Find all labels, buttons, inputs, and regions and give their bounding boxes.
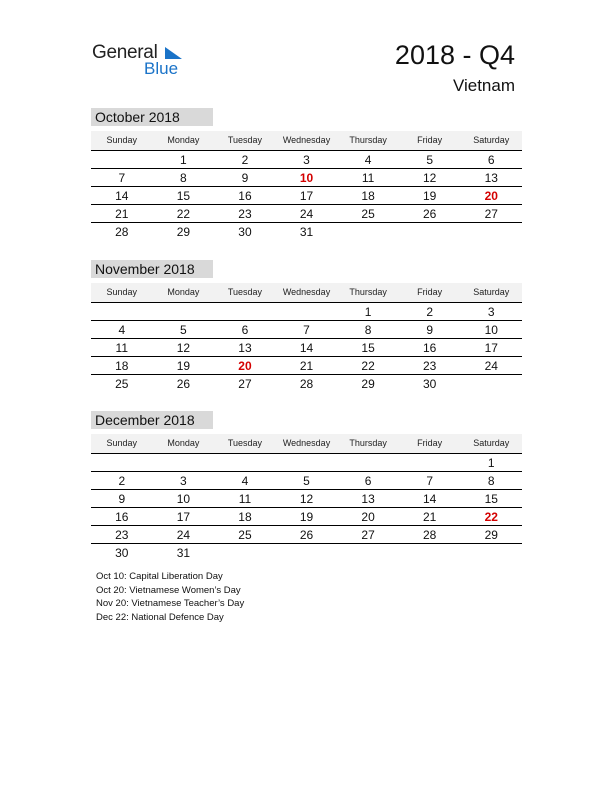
month-december xyxy=(91,411,522,561)
weekday-label: Wednesday xyxy=(282,438,331,448)
weekday-label: Friday xyxy=(417,135,443,145)
logo-triangle-icon xyxy=(163,46,183,60)
logo xyxy=(92,42,192,78)
day-cell: 4 xyxy=(364,153,372,167)
month-november xyxy=(91,260,522,392)
week-row xyxy=(91,490,522,508)
weekday-header xyxy=(91,434,522,454)
day-cell xyxy=(214,303,276,320)
day-cell: 27 xyxy=(361,528,375,542)
day-cell: 25 xyxy=(115,377,129,391)
day-cell: 12 xyxy=(176,341,191,355)
day-cell: 31 xyxy=(299,225,314,239)
day-cell: 12 xyxy=(423,171,437,185)
day-cell: 18 xyxy=(238,510,252,524)
day-cell: 29 xyxy=(361,377,375,391)
day-cell: 29 xyxy=(176,225,191,239)
day-cell: 15 xyxy=(176,189,191,203)
day-cell: 17 xyxy=(176,510,191,524)
day-cell: 9 xyxy=(118,492,126,506)
day-cell: 24 xyxy=(176,528,191,542)
weekday-label: Tuesday xyxy=(227,287,263,297)
month-title: October 2018 xyxy=(91,108,213,126)
day-cell xyxy=(399,454,461,471)
day-cell xyxy=(276,454,338,471)
weekday-label: Thursday xyxy=(349,135,387,145)
day-cell: 31 xyxy=(176,546,191,560)
month-title: December 2018 xyxy=(91,411,213,429)
day-cell: 21 xyxy=(423,510,437,524)
weekday-label: Monday xyxy=(167,287,200,297)
day-cell: 20 xyxy=(484,189,498,203)
week-row xyxy=(91,151,522,169)
day-cell: 3 xyxy=(180,474,187,488)
month-grid xyxy=(91,303,522,392)
day-cell xyxy=(460,544,522,561)
day-cell: 7 xyxy=(118,171,126,185)
day-cell: 6 xyxy=(241,323,249,337)
day-cell: 14 xyxy=(115,189,129,203)
weekday-label: Saturday xyxy=(473,135,510,145)
day-cell: 4 xyxy=(241,474,249,488)
day-cell xyxy=(91,303,153,320)
day-cell xyxy=(337,544,399,561)
page-title: 2018 - Q4 xyxy=(394,40,515,70)
day-cell: 30 xyxy=(423,377,437,391)
weekday-label: Monday xyxy=(167,135,200,145)
day-cell: 16 xyxy=(238,189,252,203)
month-grid xyxy=(91,151,522,240)
day-cell: 9 xyxy=(241,171,249,185)
holiday-note: Oct 10: Capital Liberation Day xyxy=(96,571,223,582)
day-cell: 22 xyxy=(176,207,191,221)
day-cell: 8 xyxy=(364,323,372,337)
day-cell: 2 xyxy=(118,474,126,488)
week-row xyxy=(91,321,522,339)
week-row xyxy=(91,526,522,544)
weekday-label: Tuesday xyxy=(227,438,263,448)
day-cell: 7 xyxy=(426,474,434,488)
day-cell xyxy=(399,544,461,561)
day-cell: 13 xyxy=(361,492,375,506)
weekday-label: Friday xyxy=(417,287,443,297)
week-row xyxy=(91,303,522,321)
day-cell: 4 xyxy=(118,323,126,337)
day-cell xyxy=(91,151,153,168)
week-row xyxy=(91,339,522,357)
week-row xyxy=(91,472,522,490)
day-cell: 19 xyxy=(176,359,191,373)
weekday-label: Sunday xyxy=(106,287,138,297)
day-cell: 1 xyxy=(180,153,187,167)
holiday-note: Nov 20: Vietnamese Teacher’s Day xyxy=(96,598,245,609)
week-row xyxy=(91,169,522,187)
day-cell: 5 xyxy=(303,474,310,488)
holiday-notes xyxy=(96,570,244,624)
day-cell: 11 xyxy=(115,341,129,355)
day-cell: 6 xyxy=(487,153,495,167)
day-cell xyxy=(460,223,522,240)
day-cell: 17 xyxy=(484,341,498,355)
day-cell xyxy=(153,303,215,320)
weekday-label: Friday xyxy=(417,438,443,448)
week-row xyxy=(91,454,522,472)
day-cell xyxy=(399,223,461,240)
day-cell: 17 xyxy=(299,189,314,203)
day-cell: 27 xyxy=(484,207,498,221)
day-cell: 11 xyxy=(238,492,252,506)
holiday-note: Oct 20: Vietnamese Women’s Day xyxy=(96,584,241,596)
day-cell: 28 xyxy=(299,377,314,391)
day-cell: 5 xyxy=(180,323,187,337)
day-cell: 8 xyxy=(487,474,495,488)
day-cell: 20 xyxy=(238,359,252,373)
day-cell: 23 xyxy=(238,207,252,221)
month-title: November 2018 xyxy=(91,260,213,278)
day-cell: 13 xyxy=(238,341,252,355)
day-cell: 7 xyxy=(303,323,310,337)
week-row xyxy=(91,357,522,375)
day-cell: 2 xyxy=(241,153,249,167)
day-cell xyxy=(276,544,338,561)
day-cell: 18 xyxy=(361,189,375,203)
day-cell xyxy=(337,454,399,471)
day-cell: 22 xyxy=(361,359,375,373)
day-cell: 1 xyxy=(487,456,495,470)
day-cell: 8 xyxy=(180,171,187,185)
day-cell: 30 xyxy=(115,546,129,560)
day-cell: 26 xyxy=(423,207,437,221)
week-row xyxy=(91,205,522,223)
day-cell: 16 xyxy=(115,510,129,524)
day-cell: 6 xyxy=(364,474,372,488)
day-cell: 3 xyxy=(487,305,495,319)
day-cell: 25 xyxy=(361,207,375,221)
day-cell: 13 xyxy=(484,171,498,185)
logo-text-general: General xyxy=(92,42,158,63)
day-cell: 19 xyxy=(299,510,314,524)
day-cell: 3 xyxy=(303,153,310,167)
day-cell: 15 xyxy=(484,492,498,506)
day-cell xyxy=(276,303,338,320)
week-row xyxy=(91,544,522,561)
day-cell: 23 xyxy=(115,528,129,542)
day-cell: 12 xyxy=(299,492,314,506)
logo-text-blue: Blue xyxy=(144,59,179,78)
day-cell: 21 xyxy=(299,359,314,373)
weekday-label: Sunday xyxy=(106,438,138,448)
day-cell: 10 xyxy=(484,323,498,337)
day-cell: 26 xyxy=(299,528,314,542)
day-cell: 19 xyxy=(423,189,437,203)
weekday-header xyxy=(91,131,522,151)
day-cell: 2 xyxy=(426,305,434,319)
month-october xyxy=(91,108,522,240)
day-cell: 1 xyxy=(364,305,372,319)
day-cell: 14 xyxy=(423,492,437,506)
weekday-label: Wednesday xyxy=(282,135,331,145)
week-row xyxy=(91,187,522,205)
day-cell: 20 xyxy=(361,510,375,524)
week-row xyxy=(91,508,522,526)
day-cell: 29 xyxy=(484,528,498,542)
weekday-label: Tuesday xyxy=(227,135,263,145)
day-cell: 25 xyxy=(238,528,252,542)
day-cell xyxy=(460,375,522,392)
day-cell: 23 xyxy=(423,359,437,373)
day-cell: 5 xyxy=(426,153,434,167)
week-row xyxy=(91,375,522,392)
day-cell: 21 xyxy=(115,207,129,221)
month-grid xyxy=(91,454,522,561)
day-cell xyxy=(337,223,399,240)
weekday-label: Thursday xyxy=(349,438,387,448)
weekday-label: Monday xyxy=(167,438,200,448)
day-cell xyxy=(153,454,215,471)
day-cell: 16 xyxy=(423,341,437,355)
country-label: Vietnam xyxy=(452,76,515,95)
day-cell xyxy=(214,454,276,471)
day-cell: 28 xyxy=(423,528,437,542)
holiday-note: Dec 22: National Defence Day xyxy=(96,611,224,623)
week-row xyxy=(91,223,522,240)
day-cell: 28 xyxy=(115,225,129,239)
day-cell: 18 xyxy=(115,359,129,373)
day-cell: 10 xyxy=(299,171,314,185)
weekday-header xyxy=(91,283,522,303)
day-cell xyxy=(214,544,276,561)
day-cell: 27 xyxy=(238,377,252,391)
weekday-label: Sunday xyxy=(106,135,138,145)
day-cell: 22 xyxy=(484,510,498,524)
weekday-label: Saturday xyxy=(473,438,510,448)
day-cell: 14 xyxy=(299,341,314,355)
day-cell: 11 xyxy=(361,171,375,185)
weekday-label: Thursday xyxy=(349,287,387,297)
weekday-label: Wednesday xyxy=(282,287,331,297)
day-cell: 24 xyxy=(484,359,498,373)
day-cell: 10 xyxy=(176,492,191,506)
day-cell: 26 xyxy=(176,377,191,391)
day-cell: 30 xyxy=(238,225,252,239)
day-cell xyxy=(91,454,153,471)
weekday-label: Saturday xyxy=(473,287,510,297)
day-cell: 9 xyxy=(426,323,434,337)
day-cell: 15 xyxy=(361,341,375,355)
day-cell: 24 xyxy=(299,207,314,221)
